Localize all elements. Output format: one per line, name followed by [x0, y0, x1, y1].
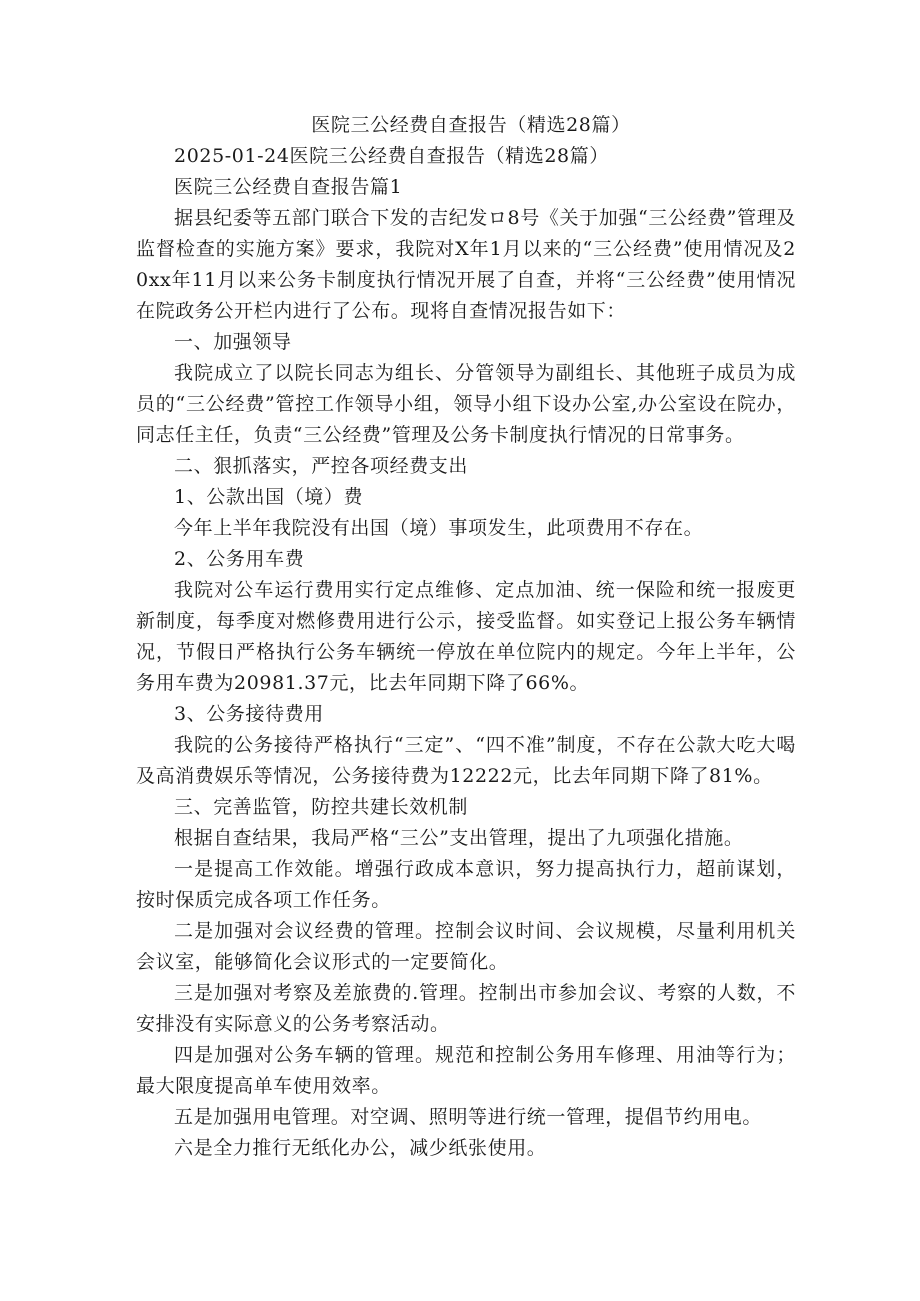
- article-title: 医院三公经费自查报告篇1: [174, 176, 403, 198]
- document-title: 医院三公经费自查报告（精选28篇）: [311, 114, 631, 136]
- subheading-reception: 3、公务接待费用: [174, 703, 324, 725]
- date-line: 2025-01-24医院三公经费自查报告（精选28篇）: [174, 145, 609, 167]
- measure-1: 一是提高工作效能。增强行政成本意识，努力提高执行力，超前谋划，按时保质完成各项工作任务。: [136, 858, 796, 911]
- subheading-overseas: 1、公款出国（境）费: [174, 486, 364, 508]
- measure-4: 四是加强对公务车辆的管理。规范和控制公务用车修理、用油等行为；最大限度提高单车使用效率。: [136, 1044, 796, 1097]
- document-body: [136, 110, 796, 1164]
- paragraph-intro: 据县纪委等五部门联合下发的吉纪发ロ8号《关于加强“三公经费”管理及监督检查的实施方案》要求，我院对X年1月以来的“三公经费”使用情况及20xx年11月以来公务卡制度执行情况开展了自查，并将“三公经费”使用情况在院政务公开栏内进行了公布。现将自查情况报告如下：: [136, 207, 796, 322]
- paragraph-measures-intro: 根据自查结果，我局严格“三公”支出管理，提出了九项强化措施。: [174, 827, 744, 849]
- paragraph-reception: 我院的公务接待严格执行“三定”、“四不准”制度，不存在公款大吃大喝及高消费娱乐等情况，公务接待费为12222元，比去年同期下降了81%。: [136, 734, 796, 787]
- measure-2: 二是加强对会议经费的管理。控制会议时间、会议规模，尽量利用机关会议室，能够简化会议形式的一定要简化。: [136, 920, 796, 973]
- paragraph-vehicles: 我院对公车运行费用实行定点维修、定点加油、统一保险和统一报废更新制度，每季度对燃修费用进行公示，接受监督。如实登记上报公务车辆情况，节假日严格执行公务车辆统一停放在单位院内的规定。今年上半年，公务用车费为20981.37元，比去年同期下降了66%。: [136, 579, 796, 694]
- section-heading-1: 一、加强领导: [174, 331, 292, 353]
- paragraph-overseas: 今年上半年我院没有出国（境）事项发生，此项费用不存在。: [174, 517, 704, 539]
- measure-6: 六是全力推行无纸化办公，减少纸张使用。: [174, 1137, 547, 1159]
- measure-3: 三是加强对考察及差旅费的.管理。控制出市参加会议、考察的人数，不安排没有实际意义的公务考察活动。: [136, 982, 796, 1035]
- section-heading-2: 二、狠抓落实，严控各项经费支出: [174, 455, 469, 477]
- measure-5: 五是加强用电管理。对空调、照明等进行统一管理，提倡节约用电。: [174, 1106, 763, 1128]
- subheading-vehicles: 2、公务用车费: [174, 548, 305, 570]
- paragraph-leadership: 我院成立了以院长同志为组长、分管领导为副组长、其他班子成员为成员的“三公经费”管控工作领导小组，领导小组下设办公室,办公室设在院办，同志任主任，负责“三公经费”管理及公务卡制度执行情况的日常事务。: [136, 362, 796, 446]
- section-heading-3: 三、完善监管，防控共建长效机制: [174, 796, 469, 818]
